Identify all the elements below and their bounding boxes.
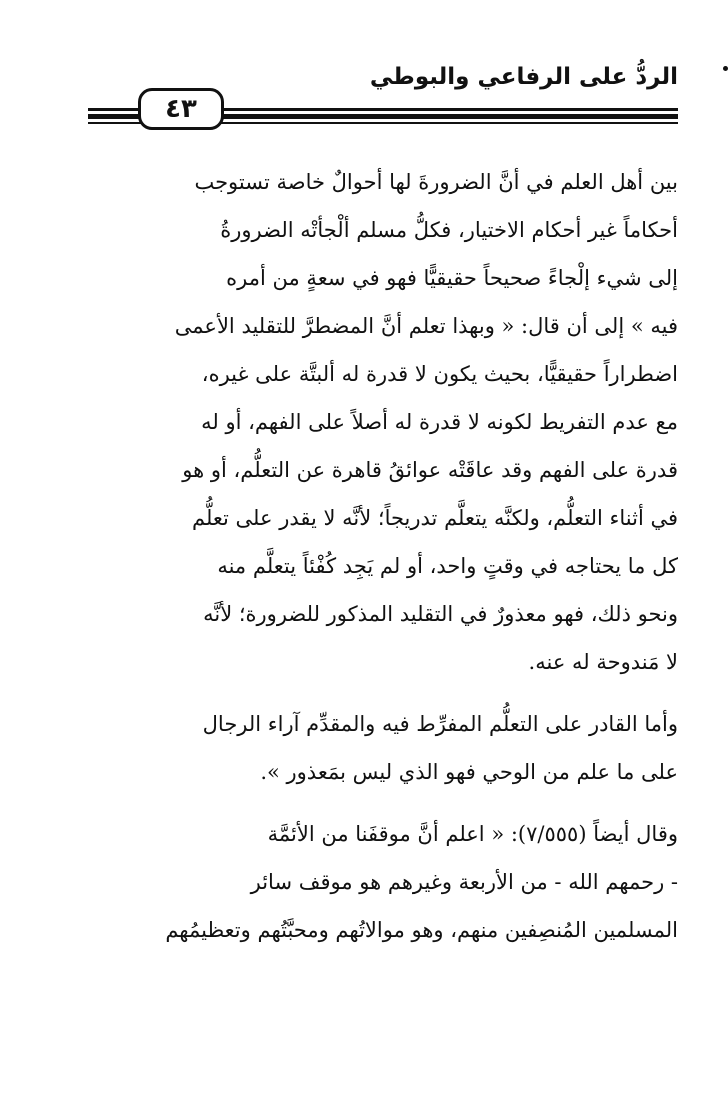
body-line: فيه » إلى أن قال: « وبهذا تعلم أنَّ المضطرَّ للتقليد الأعمى	[174, 314, 678, 338]
body-line: في أثناء التعلُّم، ولكنَّه يتعلَّم تدريجاً؛ لأنَّه لا يقدر على تعلُّم	[191, 506, 678, 530]
body-line: أحكاماً غير أحكام الاختيار، فكلُّ مسلم ألْجأتْه الضرورةُ	[220, 218, 678, 242]
body-text	[50, 158, 678, 954]
body-line: مع عدم التفريط لكونه لا قدرة له أصلاً على الفهم، أو له	[201, 410, 678, 434]
body-line: لا مَندوحة له عنه.	[528, 650, 678, 674]
page-number-box	[138, 88, 224, 130]
body-line: وأما القادر على التعلُّم المفرِّط فيه والمقدِّم آراء الرجال	[202, 712, 678, 736]
body-line: المسلمين المُنصِفين منهم، وهو موالاتُهم ومحبَّتُهم وتعظيمُهم	[165, 918, 678, 942]
corner-mark	[723, 66, 728, 71]
body-line: وقال أيضاً (٧/٥٥٥): « اعلم أنَّ موقفَنا من الأئمَّة	[267, 822, 678, 846]
body-line: كل ما يحتاجه في وقتٍ واحد، أو لم يَجِد كُفْئاً يتعلَّم منه	[217, 554, 678, 578]
body-line: بين أهل العلم في أنَّ الضرورةَ لها أحوالٌ خاصة تستوجب	[194, 170, 678, 194]
body-line: ونحو ذلك، فهو معذورٌ في التقليد المذكور للضرورة؛ لأنَّه	[203, 602, 678, 626]
page-number: ٤٣	[165, 94, 197, 124]
running-header-title: الردُّ على الرفاعي والبوطي	[369, 64, 678, 90]
body-line: اضطراراً حقيقيًّا، بحيث يكون لا قدرة له ألبتَّة على غيره،	[201, 362, 678, 386]
body-line: إلى شيء إلْجاءً صحيحاً حقيقيًّا فهو في سعةٍ من أمره	[226, 266, 678, 290]
body-line: - رحمهم الله - من الأربعة وغيرهم هو موقف سائر	[250, 870, 678, 894]
body-line: على ما علم من الوحي فهو الذي ليس بمَعذور ».	[260, 760, 678, 784]
body-line: قدرة على الفهم وقد عاقَتْه عوائقُ قاهرة عن التعلُّم، أو هو	[182, 458, 678, 482]
